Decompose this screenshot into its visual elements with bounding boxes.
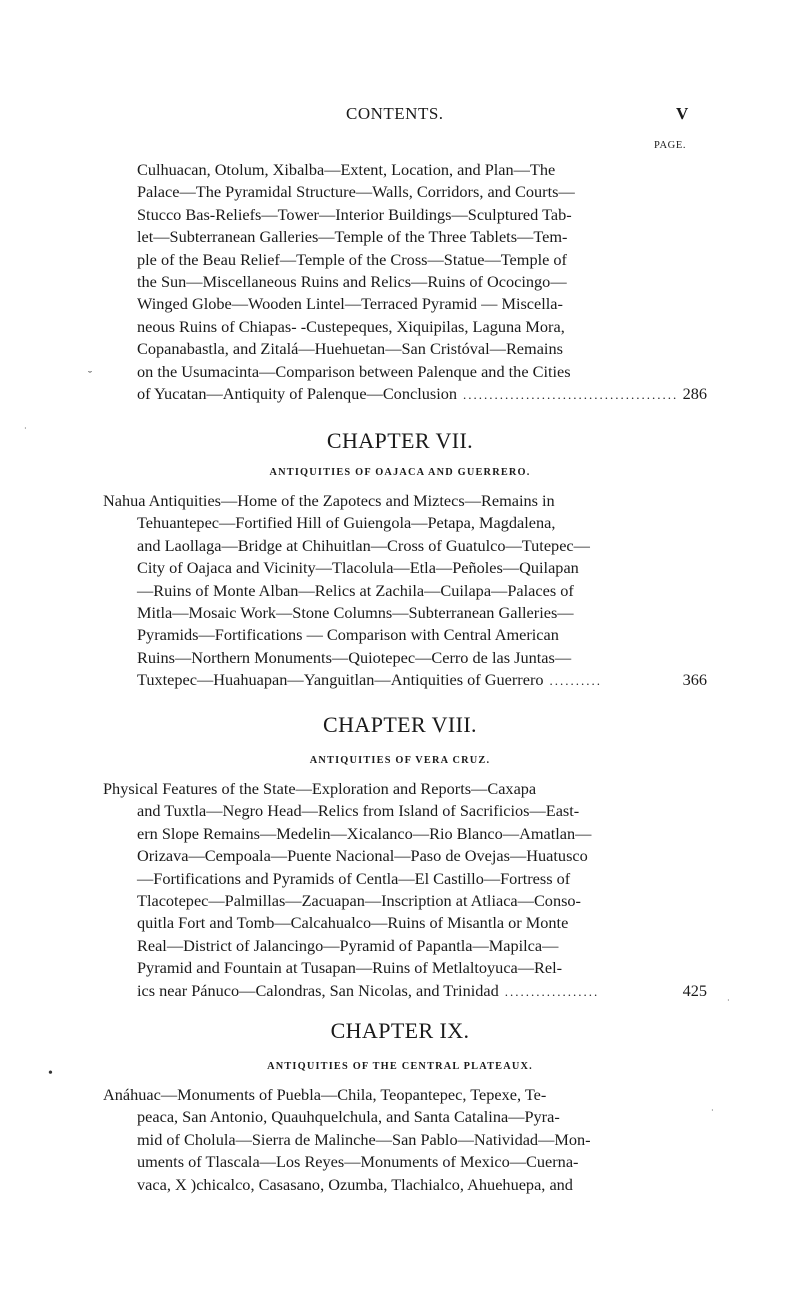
scan-speck: · xyxy=(24,424,27,433)
toc-line: City of Oajaca and Vicinity—Tlacolula—Etla—Peñoles—Quilapan xyxy=(137,558,579,578)
toc-line: Real—District of Jalancingo—Pyramid of Papantla—Mapilca— xyxy=(137,935,559,955)
toc-line: on the Usumacinta—Comparison between Palenque and the Cities xyxy=(137,361,571,381)
toc-line: Orizava—Cempoala—Puente Nacional—Paso de Ovejas—Huatusco xyxy=(137,846,588,866)
toc-line: Mitla—Mosaic Work—Stone Columns—Subterranean Galleries— xyxy=(137,603,574,623)
chapter-title: CHAPTER VII. xyxy=(326,428,474,453)
toc-line: let—Subterranean Galleries—Temple of the Three Tablets—Tem- xyxy=(137,227,568,247)
toc-line: ple of the Beau Relief—Temple of the Cross—Statue—Temple of xyxy=(137,249,567,269)
toc-line: Tlacotepec—Palmillas—Zacuapan—Inscription at Atliaca—Conso- xyxy=(137,891,581,911)
toc-line: Tehuantepec—Fortified Hill of Guiengola—Petapa, Magdalena, xyxy=(137,513,556,533)
toc-entry-continuation xyxy=(0,159,800,406)
toc-line: ics near Pánuco—Calondras, San Nicolas, and Trinidad xyxy=(137,980,499,1000)
toc-line: of Yucatan—Antiquity of Palenque—Conclusion xyxy=(137,384,457,404)
toc-line: Nahua Antiquities—Home of the Zapotecs and Miztecs—Remains in xyxy=(103,491,555,510)
toc-leader-line xyxy=(137,980,707,1003)
toc-line: vaca, X )chicalco, Casasano, Ozumba, Tlachialco, Ahuehuepa, and xyxy=(137,1174,573,1194)
page-number: 366 xyxy=(682,670,707,690)
toc-line: —Fortifications and Pyramids of Centla—El Castillo—Fortress of xyxy=(137,868,571,888)
scan-speck: · xyxy=(727,996,730,1005)
page-number: 425 xyxy=(682,980,707,1000)
toc-leader-line xyxy=(137,383,707,406)
toc-line: mid of Cholula—Sierra de Malinche—San Pablo—Natividad—Mon- xyxy=(137,1129,591,1149)
chapter-subtitle: ANTIQUITIES OF OAJACA AND GUERRERO. xyxy=(269,467,531,478)
toc-entry-chapter-8 xyxy=(0,778,800,1003)
toc-entry-chapter-7 xyxy=(0,490,800,693)
dot-leader: .......... xyxy=(549,673,603,689)
toc-line: —Ruins of Monte Alban—Relics at Zachila—Cuilapa—Palaces of xyxy=(137,580,574,600)
scan-speck: • xyxy=(48,1066,53,1081)
chapter-title: CHAPTER IX. xyxy=(330,1018,470,1043)
scan-speck: ˘ xyxy=(88,368,92,382)
toc-line: and Laollaga—Bridge at Chihuitlan—Cross of Guatulco—Tutepec— xyxy=(137,535,590,555)
toc-line: Copanabastla, and Zitalá—Huehuetan—San Cristóval—Remains xyxy=(137,339,563,359)
page-number: 286 xyxy=(682,384,707,404)
toc-leader-line xyxy=(137,669,707,692)
toc-line: Palace—The Pyramidal Structure—Walls, Corridors, and Courts— xyxy=(137,182,575,202)
toc-line: the Sun—Miscellaneous Ruins and Relics—Ruins of Ococingo— xyxy=(137,272,567,292)
toc-line: neous Ruins of Chiapas- -Custepeques, Xiquipilas, Laguna Mora, xyxy=(137,316,565,336)
toc-line: Stucco Bas-Reliefs—Tower—Interior Buildings—Sculptured Tab- xyxy=(137,204,572,224)
toc-line: uments of Tlascala—Los Reyes—Monuments of Mexico—Cuerna- xyxy=(137,1152,579,1172)
running-title: CONTENTS. xyxy=(346,104,444,123)
toc-line: and Tuxtla—Negro Head—Relics from Island of Sacrificios—East- xyxy=(137,801,580,821)
dot-leader: ......................................... xyxy=(463,387,679,403)
toc-line: quitla Fort and Tomb—Calcahualco—Ruins of Misantla or Monte xyxy=(137,913,569,933)
chapter-title: CHAPTER VIII. xyxy=(323,712,477,737)
toc-line: Ruins—Northern Monuments—Quiotepec—Cerro de las Juntas— xyxy=(137,647,572,667)
scan-speck: · xyxy=(711,1106,714,1115)
page-folio: V xyxy=(676,104,689,123)
toc-line: Pyramids—Fortifications — Comparison with Central American xyxy=(137,625,559,645)
toc-line: Winged Globe—Wooden Lintel—Terraced Pyramid — Miscella- xyxy=(137,294,563,314)
toc-entry-chapter-9 xyxy=(0,1084,800,1196)
toc-line: Anáhuac—Monuments of Puebla—Chila, Teopantepec, Tepexe, Te- xyxy=(103,1085,547,1104)
chapter-subtitle: ANTIQUITIES OF THE CENTRAL PLATEAUX. xyxy=(267,1061,533,1072)
running-head xyxy=(0,104,800,128)
toc-line: Culhuacan, Otolum, Xibalba—Extent, Location, and Plan—The xyxy=(137,160,556,179)
toc-line: Tuxtepec—Huahuapan—Yanguitlan—Antiquities of Guerrero xyxy=(137,670,544,690)
toc-line: Physical Features of the State—Exploration and Reports—Caxapa xyxy=(103,779,537,798)
toc-line: peaca, San Antonio, Quauhquelchula, and Santa Catalina—Pyra- xyxy=(137,1107,560,1127)
toc-line: Pyramid and Fountain at Tusapan—Ruins of Metlaltoyuca—Rel- xyxy=(137,958,563,978)
dot-leader: .................. xyxy=(504,983,600,999)
toc-line: ern Slope Remains—Medelin—Xicalanco—Rio Blanco—Amatlan— xyxy=(137,823,592,843)
page-column-label: PAGE. xyxy=(654,140,687,151)
chapter-subtitle: ANTIQUITIES OF VERA CRUZ. xyxy=(309,755,491,766)
